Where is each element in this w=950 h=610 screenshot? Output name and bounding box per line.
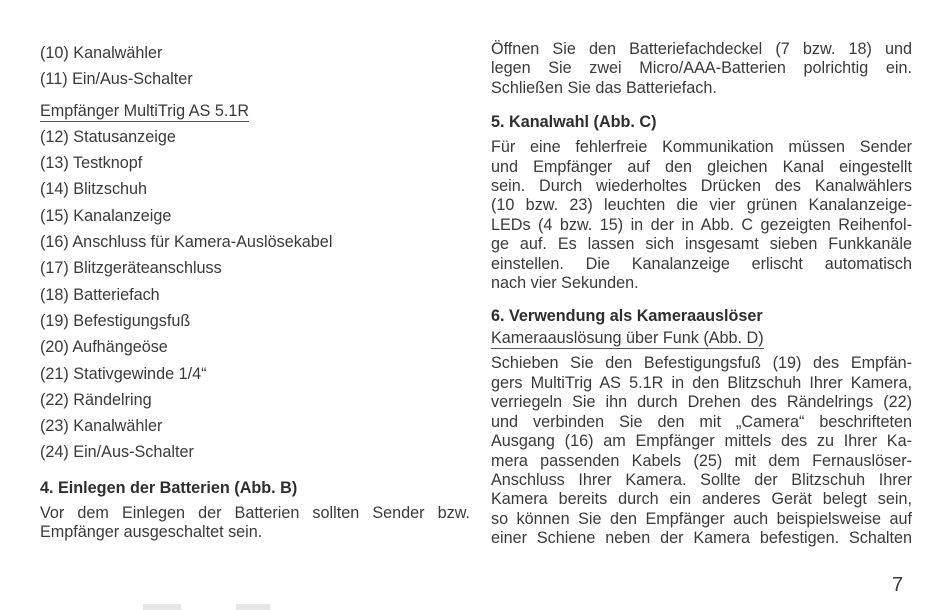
section-5-title: 5. Kanalwahl (Abb. C): [491, 113, 657, 132]
part-list-item: (14) Blitzschuh: [40, 180, 148, 199]
part-list-item: (11) Ein/Aus-Schalter: [40, 70, 193, 89]
text-line: LEDs (4 bzw. 15) in der in Abb. C gezeigten Reihenfol-: [491, 215, 912, 234]
part-list-item: (13) Testknopf: [40, 154, 143, 173]
part-list-item: (21) Stativgewinde 1/4“: [40, 364, 207, 383]
text-line: nach vier Sekunden.: [491, 274, 639, 293]
left-column: [40, 40, 470, 543]
text-line: so können Sie den Empfänger auch beispielsweise auf: [491, 509, 912, 528]
section-6-title: 6. Verwendung als Kameraauslöser: [491, 307, 763, 326]
text-line: Für eine fehlerfreie Kommunikation müssen Sender: [491, 138, 912, 157]
part-list-item: (10) Kanalwähler: [40, 44, 163, 62]
part-list-item: (12) Statusanzeige: [40, 127, 176, 146]
text-line: Kamera bereits durch ein anderes Gerät belegt sein,: [491, 490, 912, 509]
text-line: Anschluss Ihrer Kamera. Sollte der Blitzschuh Ihrer: [491, 470, 912, 489]
text-line: verriegeln Sie ihn durch Drehen des Rändelrings (22): [491, 393, 912, 412]
part-list-transmitter: [40, 40, 470, 93]
text-line: legen Sie zwei Micro/AAA-Batterien polrichtig ein.: [491, 59, 912, 78]
section-4-title: 4. Einlegen der Batterien (Abb. B): [40, 478, 298, 497]
part-list-item: (19) Befestigungsfuß: [40, 311, 191, 330]
text-line: ge auf. Es lassen sich insgesamt sieben Funkkanäle: [491, 235, 912, 254]
part-list-item: (15) Kanalanzeige: [40, 206, 172, 225]
part-list-item: (20) Aufhängeöse: [40, 338, 168, 357]
part-list-item: (23) Kanalwähler: [40, 417, 163, 436]
text-line: Öffnen Sie den Batteriefachdeckel (7 bzw. 18) und: [491, 40, 912, 58]
text-line: sein. Durch wiederholtes Drücken des Kanalwählers: [491, 177, 912, 196]
part-list-receiver: [40, 124, 470, 466]
text-line: Ausgang (16) am Empfänger mittels des zu Ihrer Ka-: [491, 432, 912, 451]
section-6-subheading: Kameraauslösung über Funk (Abb. D): [491, 329, 764, 348]
part-list-item: (16) Anschluss für Kamera-Auslösekabel: [40, 233, 333, 252]
text-line: gers MultiTrig AS 5.1R in den Blitzschuh Ihrer Kamera,: [491, 373, 912, 392]
text-line: mera passenden Kabels (25) mit dem Fernauslöser-: [491, 451, 912, 470]
text-line: einstellen. Die Kanalanzeige erlischt automatisch: [491, 254, 912, 273]
right-column: [491, 40, 912, 549]
text-line: Schieben Sie den Befestigungsfuß (19) des Empfän-: [491, 354, 912, 373]
text-line: einer Schiene neben der Kamera befestigen. Schalten: [491, 529, 912, 548]
section-4-body: [40, 504, 470, 543]
bottom-edge-mark: [236, 604, 270, 610]
part-list-item: (22) Rändelring: [40, 390, 152, 409]
battery-intro-paragraph: [491, 40, 912, 98]
section-5-body: [491, 138, 912, 293]
page-number: 7: [892, 574, 904, 596]
section-6-body: [491, 354, 912, 548]
receiver-heading: Empfänger MultiTrig AS 5.1R: [40, 101, 250, 120]
text-line: (10 bzw. 23) leuchten die vier grünen Kanalanzeige-: [491, 196, 912, 215]
text-line: Vor dem Einlegen der Batterien sollten Sender bzw.: [40, 503, 470, 522]
text-line: und verbinden Sie den mit „Camera“ beschrifteten: [491, 412, 912, 431]
text-line: und Empfänger auf den gleichen Kanal eingestellt: [491, 157, 912, 176]
part-list-item: (18) Batteriefach: [40, 285, 160, 304]
text-line: Empfänger ausgeschaltet sein.: [40, 523, 263, 542]
part-list-item: (17) Blitzgeräteanschluss: [40, 259, 222, 278]
text-line: Schließen Sie das Batteriefach.: [491, 78, 717, 97]
bottom-edge-mark: [143, 604, 181, 610]
part-list-item: (24) Ein/Aus-Schalter: [40, 443, 194, 462]
